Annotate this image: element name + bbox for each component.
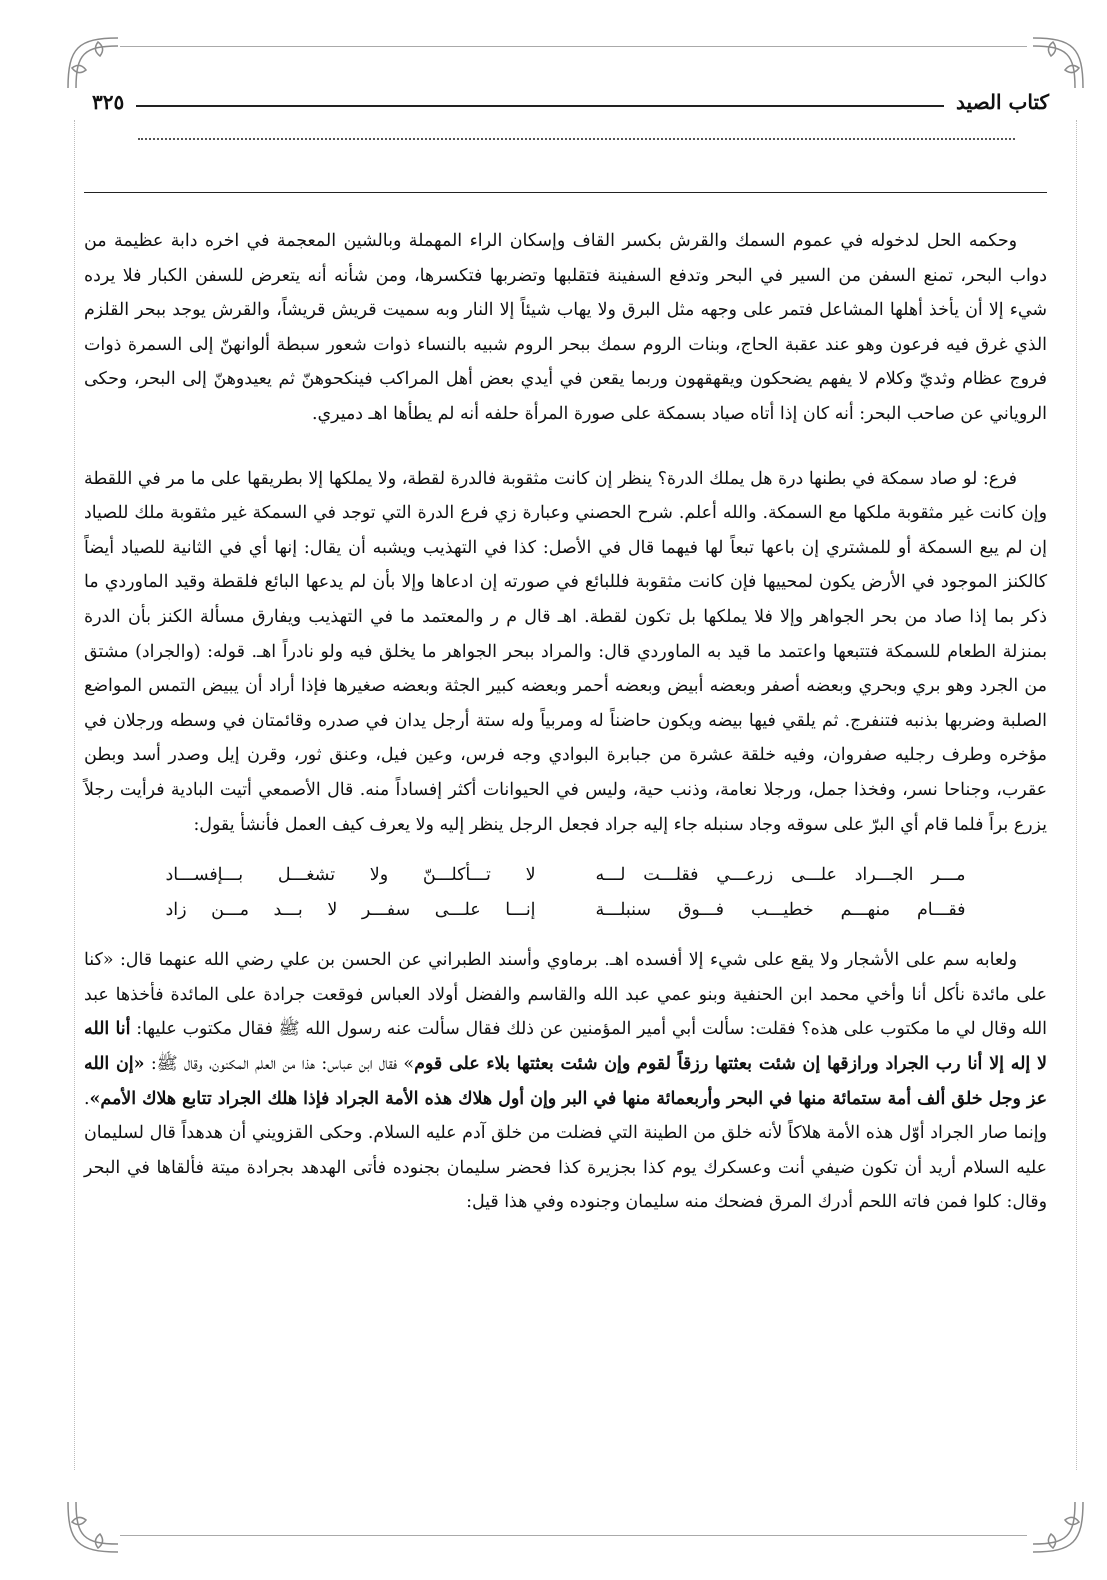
text-run: . وإنما صار الجراد أوّل هذه الأمة هلاكاً لأنه خلق من الطينة التي فضلت من خلق آدم عليه السلام. وحكى القزويني أن هدهداً قال لسليمان عليه السلام أريد أن تكون ضيفي أنت وعسكرك يوم كذا بجزيرة كذا فحضر سليمان بجنوده فأتى الهدهد بجرادة ميتة فألقاها في البحر وقال: كلوا فمن فاته اللحم أدرك المرق فضحك منه سليمان وجنوده وفي هذا قيل: <box>84 1088 1047 1213</box>
page-header <box>92 84 1049 120</box>
poem-hemistich-first: مـــر الجـــراد علـــى زرعـــي فقلـــت لـــه <box>595 865 966 886</box>
page-number: ٣٢٥ <box>92 90 125 114</box>
paragraph <box>84 943 1047 1220</box>
frame-corner-ornament-icon <box>58 1492 128 1562</box>
running-title: كتاب الصيد <box>956 90 1049 114</box>
paragraph: فرع: لو صاد سمكة في بطنها درة هل يملك الدرة؟ ينظر إن كانت مثقوبة فالدرة لقطة، ولا يملكها إلا بطريقها على ما مر في اللقطة وإن كانت غير مثقوبة ملكها مع السمكة. والله أعلم. شرح الحصني وعبارة زي فرع الدرة التي توجد في السمكة غير مثقوبة ملك للصياد إن لم يبع السمكة أو للمشتري إن باعها تبعاً لها فيهما قال في الأصل: كذا في التهذيب ويشبه أن يقال: إنها أي في الثانية للصياد أيضاً كالكنز الموجود في الأرض يكون لمحييها فإن كانت مثقوبة فللبائع في صورته إن ادعاها وإلا بأن لم يدعها البائع فلقطة وقيد الماوردي ما ذكر بما إذا صاد من بحر الجواهر وإلا فلا يملكها بل تكون لقطة. اهـ قال م ر والمعتمد ما في التهذيب ويفارق مسألة الكنز بأن الدرة بمنزلة الطعام للسمكة فتتبعها واعتمد ما قيد به الماوردي قال: والمراد ببحر الجواهر ما يخلق فيه ولو نادراً اهـ. قوله: (والجراد) مشتق من الجرد وهو بري وبحري وبعضه أصفر وبعضه أبيض وبعضه أحمر وبعضه كبير الجثة وبعضه صغيرها فإذا أراد أن يبيض التمس المواضع الصلبة وضربها بذنبه فتنفرج. ثم يلقي فيها بيضه ويكون حاضناً له ومربياً وله ستة أرجل يدان في صدره وقائمتان في وسطه ورجلان في مؤخره وطرف رجليه صفروان، وفيه خلقة عشرة من جبابرة البوادي وجه فرس، وعين فيل، وعنق ثور، وقرن إيل وصدر أسد وبطن عقرب، وجناحا نسر، وفخذا جمل، ورجلا نعامة، وذنب حية، وليس في الحيوانات أكثر إفساداً منه. قال الأصمعي أتيت البادية فرأيت رجلاً يزرع براً فلما قام أي البرّ على سوقه وجاد سنبله جاء إليه جراد فجعل الرجل ينظر إليه ولا يعرف كيف العمل فأنشأ يقول: <box>84 468 1047 835</box>
dotted-rule <box>138 138 1015 140</box>
hadith-text: «إن الله عز وجل خلق ألف أمة ستمائة منها في البحر وأربعمائة منها في البر وإن أول هلاك هذه الأمة الجراد فإذا هلك الجراد تتابع هلاك الأمم» <box>84 1054 1047 1109</box>
header-rule <box>136 105 944 107</box>
frame-edge-left <box>74 120 75 1470</box>
separator-rule <box>84 192 1047 193</box>
text-run: ولعابه سم على الأشجار ولا يقع على شيء إلا أفسده اهـ. برماوي وأسند الطبراني عن الحسن بن علي رضي الله عنهما قال: «كنا على مائدة نأكل أنا وأخي محمد ابن الحنفية وبنو عمي عبد الله والقاسم والفضل أولاد العباس فوقعت جرادة على المائدة فأخذها عبد الله وقال لي ما مكتوب على هذه؟ فقلت: سألت أبي أمير المؤمنين عن ذلك فقال سألت عنه رسول الله ﷺ فقال مكتوب عليها: <box>84 950 1047 1040</box>
main-text <box>84 224 1047 1220</box>
frame-edge-right <box>1076 120 1077 1470</box>
text-run: » فقال ابن عباس: هذا من العلم المكنون، وقال ﷺ: <box>144 1054 415 1075</box>
poem-hemistich-first: فقـــام منهـــم خطيـــب فـــوق سنبلـــة <box>595 899 966 920</box>
poem-hemistich-second: لا تـــأكلـــنّ ولا تشغـــل بـــإفســـاد <box>165 865 536 886</box>
poem-verse <box>84 893 1047 928</box>
paragraph: وحكمه الحل لدخوله في عموم السمك والقرش بكسر القاف وإسكان الراء المهملة وبالشين المعجمة في اخره دابة عظيمة من دواب البحر، تمنع السفن من السير في البحر وتدفع السفينة فتقلبها وتضربها فتكسرها، ومن شأنه أنه يتعرض للسفن الكبار فلا يرده شيء إلا أن يأخذ أهلها المشاعل فتمر على وجهه مثل البرق ولا يهاب شيئاً إلا النار وبه سميت قريش قريشاً، والقرش يوجد ببحر القلزم الذي غرق فيه فرعون وهو عند عقبة الحاج، وبنات الروم سمك ببحر الروم شبيه بالنساء ذوات شعور سبطة ألوانهنّ إلى السمرة ذوات فروج عظام وثديّ وكلام لا يفهم يضحكون ويقهقهون وربما يقعن في أيدي بعض أهل المراكب فينكحوهنّ ثم يعيدوهنّ إلى البحر، وحكى الروياني عن صاحب البحر: أنه كان إذا أتاه صياد بسمكة على صورة المرأة حلفه أنه لم يطأها اهـ دميري. <box>84 231 1047 424</box>
frame-corner-ornament-icon <box>1023 1492 1093 1562</box>
frame-edge-bottom <box>120 1535 1027 1536</box>
poem-hemistich-second: إنـــا علـــى سفـــر لا بـــد مـــن زاد <box>165 899 536 920</box>
hadith-text: أنا الله لا إله إلا أنا رب الجراد ورازقها إن شئت بعثتها رزقاً لقوم وإن شئت بعثتها بلاء على قوم <box>84 1019 1047 1075</box>
frame-edge-top <box>120 46 1027 47</box>
poem-verse <box>84 858 1047 893</box>
poem <box>84 858 1047 927</box>
